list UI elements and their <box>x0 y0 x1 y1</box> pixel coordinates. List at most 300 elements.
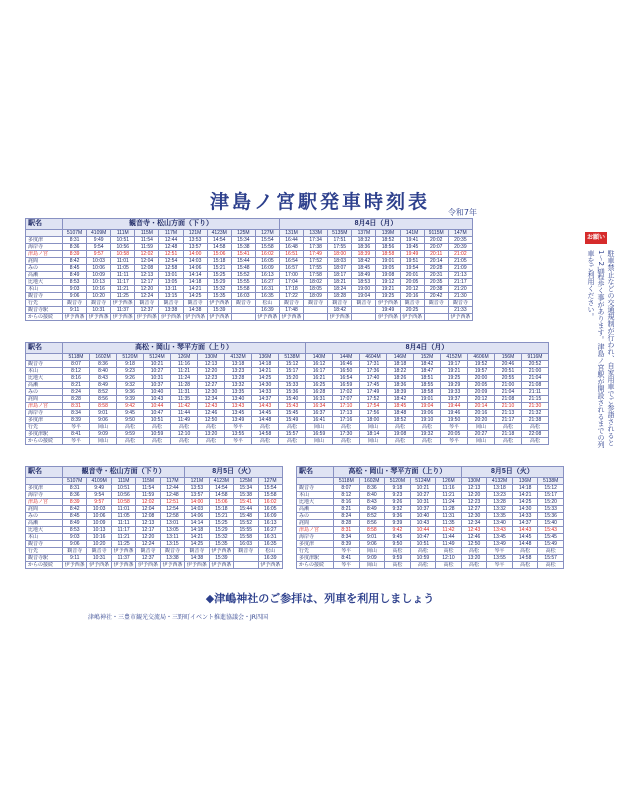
train-number: 127M <box>255 230 279 237</box>
time-cell: 20:35 <box>448 237 472 244</box>
table-row <box>26 314 473 321</box>
time-cell: 20:31 <box>424 272 448 279</box>
time-cell: 18:58 <box>376 251 400 258</box>
time-cell: 12:50 <box>461 541 487 548</box>
time-cell: 9:23 <box>117 368 144 375</box>
time-cell: 13:20 <box>198 431 225 438</box>
time-cell: 伊予西条 <box>159 314 183 321</box>
time-cell: 10:31 <box>87 555 111 562</box>
time-cell: 19:46 <box>441 410 468 417</box>
time-cell: 8:31 <box>63 485 87 492</box>
train-number: 111M <box>111 230 135 237</box>
station-label: 行先 <box>26 424 63 431</box>
train-number: 133M <box>304 230 328 237</box>
time-cell: 琴平 <box>487 562 513 569</box>
time-cell: 14:18 <box>183 279 207 286</box>
train-number: 136M <box>512 478 538 485</box>
time-cell: 14:25 <box>185 541 209 548</box>
time-cell: 16:28 <box>306 389 333 396</box>
time-cell: 15:29 <box>207 279 231 286</box>
time-cell: 8:53 <box>63 279 87 286</box>
time-cell: 18:26 <box>387 375 414 382</box>
time-cell: 12:46 <box>461 534 487 541</box>
time-cell: 高松 <box>144 438 171 445</box>
time-cell: 伊予西条 <box>376 300 400 307</box>
time-cell: 20:05 <box>468 382 495 389</box>
table-row <box>26 555 283 562</box>
time-cell: 8:39 <box>334 541 360 548</box>
time-cell: 18:07 <box>328 265 352 272</box>
time-cell: 17:52 <box>360 396 387 403</box>
time-cell: 12:50 <box>198 417 225 424</box>
time-cell: 8:28 <box>334 520 360 527</box>
time-cell: 11:49 <box>171 417 198 424</box>
station-label: 多度津駅 <box>297 555 334 562</box>
time-cell: 11:25 <box>111 541 135 548</box>
time-cell: 10:06 <box>87 265 111 272</box>
time-cell: 17:16 <box>333 417 360 424</box>
station-label: 多度津 <box>26 237 63 244</box>
time-cell: 8:28 <box>63 396 90 403</box>
time-cell: 21:00 <box>495 382 522 389</box>
time-cell: 21:02 <box>448 251 472 258</box>
time-cell: 伊予西条 <box>111 562 135 569</box>
time-cell: 観音寺 <box>63 300 87 307</box>
time-cell: 高松 <box>198 424 225 431</box>
time-cell: 18:47 <box>414 368 441 375</box>
time-cell: 8:53 <box>63 527 87 534</box>
station-label: 行先 <box>297 548 334 555</box>
time-cell: 15:40 <box>279 396 306 403</box>
table-row <box>26 389 549 396</box>
station-label: 観音寺 <box>26 293 63 300</box>
time-cell: 11:44 <box>436 534 462 541</box>
time-cell: 16:50 <box>333 368 360 375</box>
station-label: からの接続 <box>26 438 63 445</box>
time-cell: 20:05 <box>400 279 424 286</box>
time-cell: 20:42 <box>424 293 448 300</box>
train-number: 9115M <box>424 230 448 237</box>
time-cell: 15:58 <box>258 492 283 499</box>
time-cell: 21:30 <box>522 403 549 410</box>
time-cell: 13:05 <box>159 279 183 286</box>
station-label: 比地大 <box>26 527 63 534</box>
time-cell: 14:06 <box>185 513 209 520</box>
time-cell: 15:54 <box>255 237 279 244</box>
time-cell: 高松 <box>436 562 462 569</box>
time-cell: 10:44 <box>410 527 436 534</box>
time-cell: 10:47 <box>144 410 171 417</box>
time-cell: 21:11 <box>522 389 549 396</box>
time-cell: 13:35 <box>487 513 513 520</box>
time-cell: 20:14 <box>468 403 495 410</box>
time-cell: 18:24 <box>328 286 352 293</box>
time-cell: 14:58 <box>209 492 233 499</box>
time-cell: 8:16 <box>63 375 90 382</box>
time-cell: 高松 <box>333 438 360 445</box>
time-cell: 16:27 <box>255 279 279 286</box>
time-cell: 12:13 <box>136 520 160 527</box>
time-cell: 16:02 <box>255 251 279 258</box>
station-label: 詫間 <box>26 506 63 513</box>
direction-label: 観音寺・松山方面（下り） <box>63 219 280 230</box>
station-label: 津島ノ宮 <box>26 403 63 410</box>
time-cell: 16:37 <box>306 410 333 417</box>
station-label: 観音寺 <box>297 485 334 492</box>
timetable-down-aug5 <box>25 466 283 569</box>
time-cell: 12:37 <box>136 555 160 562</box>
time-cell: 8:39 <box>63 251 87 258</box>
time-cell: 15:52 <box>231 272 255 279</box>
time-cell: 13:40 <box>487 520 513 527</box>
table-row <box>26 417 549 424</box>
time-cell: 10:09 <box>87 272 111 279</box>
time-cell: 観音寺 <box>160 548 184 555</box>
time-cell: 13:01 <box>159 272 183 279</box>
train-number: 131M <box>279 230 303 237</box>
station-label: 本山 <box>26 368 63 375</box>
time-cell: 9:32 <box>385 506 411 513</box>
date-label: 8月4日（月） <box>279 219 472 230</box>
time-cell: 17:36 <box>360 368 387 375</box>
time-cell: 伊予西条 <box>209 562 233 569</box>
time-cell: 13:43 <box>225 403 252 410</box>
time-cell: 伊予西条 <box>111 300 135 307</box>
table-row <box>297 555 564 562</box>
time-cell: 11:31 <box>171 389 198 396</box>
time-cell: 17:54 <box>360 403 387 410</box>
time-cell: 12:04 <box>135 258 159 265</box>
time-cell: 14:21 <box>185 534 209 541</box>
time-cell: 13:23 <box>487 492 513 499</box>
table-row <box>26 272 473 279</box>
time-cell: 10:13 <box>87 279 111 286</box>
time-cell: 13:55 <box>225 431 252 438</box>
time-cell: 22:08 <box>522 431 549 438</box>
train-number: 136M <box>252 354 279 361</box>
time-cell: 13:18 <box>225 361 252 368</box>
table-row <box>297 548 564 555</box>
time-cell: 19:37 <box>441 396 468 403</box>
station-label: 行先 <box>26 300 63 307</box>
date-label: 8月5日（火） <box>185 467 283 478</box>
time-cell: 伊予西条 <box>258 562 283 569</box>
train-number: 5138M <box>538 478 564 485</box>
time-cell: 12:20 <box>198 368 225 375</box>
time-cell: 20:39 <box>448 244 472 251</box>
time-cell: 15:49 <box>538 541 564 548</box>
time-cell: 11:05 <box>111 513 135 520</box>
date-label: 8月4日（月） <box>306 343 549 354</box>
time-cell: 15:52 <box>234 520 258 527</box>
station-label: みの <box>26 265 63 272</box>
table-row <box>297 562 564 569</box>
time-cell: 10:47 <box>410 534 436 541</box>
time-cell: 9:36 <box>385 513 411 520</box>
train-number: 5107M <box>63 230 87 237</box>
time-cell: 8:49 <box>63 272 87 279</box>
table-row <box>26 265 473 272</box>
table-row <box>26 293 473 300</box>
time-cell: 17:51 <box>328 237 352 244</box>
time-cell: 14:38 <box>185 555 209 562</box>
time-cell: 伊予西条 <box>111 548 135 555</box>
time-cell: 高松 <box>538 562 564 569</box>
time-cell: 15:45 <box>279 410 306 417</box>
time-cell: 8:34 <box>63 410 90 417</box>
time-cell: 琴平 <box>63 424 90 431</box>
time-cell: 20:28 <box>424 265 448 272</box>
time-cell: 観音寺 <box>400 300 424 307</box>
time-cell: 12:17 <box>136 527 160 534</box>
table-row <box>297 499 564 506</box>
time-cell: 13:57 <box>185 492 209 499</box>
train-number: 121M <box>185 478 209 485</box>
time-cell: 17:22 <box>279 293 303 300</box>
time-cell: 19:08 <box>387 431 414 438</box>
time-cell: 13:35 <box>225 389 252 396</box>
table-row <box>26 361 549 368</box>
time-cell: 伊予西条 <box>207 300 231 307</box>
time-cell: 15:40 <box>538 520 564 527</box>
station-label: 比地大 <box>26 279 63 286</box>
time-cell: 11:05 <box>111 265 135 272</box>
station-label: 本山 <box>26 286 63 293</box>
station-label: 詫間 <box>26 396 63 403</box>
time-cell: 9:26 <box>117 375 144 382</box>
time-cell: 15:20 <box>538 499 564 506</box>
time-cell: 18:09 <box>304 293 328 300</box>
time-cell: 21:18 <box>495 431 522 438</box>
time-cell: 19:17 <box>441 361 468 368</box>
time-cell: 11:01 <box>111 506 135 513</box>
time-cell: 15:29 <box>209 527 233 534</box>
station-label: 観音寺駅 <box>26 555 63 562</box>
time-cell: 19:12 <box>376 279 400 286</box>
time-cell: 16:59 <box>333 382 360 389</box>
time-cell: 13:45 <box>225 410 252 417</box>
time-cell <box>424 307 448 314</box>
time-cell: 9:23 <box>385 492 411 499</box>
time-cell: 21:10 <box>495 403 522 410</box>
time-cell: 12:20 <box>135 286 159 293</box>
time-cell: 観音寺 <box>136 548 160 555</box>
time-cell: 9:39 <box>385 520 411 527</box>
time-cell: 13:15 <box>159 293 183 300</box>
time-cell: 14:21 <box>183 286 207 293</box>
time-cell: 15:35 <box>209 541 233 548</box>
time-cell: 9:03 <box>63 534 87 541</box>
time-cell: 伊予西条 <box>207 314 231 321</box>
time-cell: 8:36 <box>63 492 87 499</box>
time-cell: 10:37 <box>410 506 436 513</box>
time-cell: 13:28 <box>487 499 513 506</box>
table-row <box>26 499 283 506</box>
time-cell <box>234 555 258 562</box>
time-cell: 13:38 <box>160 555 184 562</box>
time-cell: 19:29 <box>441 382 468 389</box>
time-cell: 20:25 <box>400 307 424 314</box>
time-cell: 20:12 <box>400 286 424 293</box>
corner-label: 駅名 <box>26 467 63 478</box>
time-cell: 琴平 <box>441 438 468 445</box>
time-cell: 10:21 <box>410 485 436 492</box>
time-cell: 10:20 <box>87 541 111 548</box>
train-number: 4109M <box>87 478 111 485</box>
time-cell: 高松 <box>171 438 198 445</box>
time-cell: 11:21 <box>436 492 462 499</box>
time-cell: 観音寺 <box>185 548 209 555</box>
notice-tag: お願い <box>585 232 607 244</box>
time-cell: 12:10 <box>171 431 198 438</box>
time-cell: 13:49 <box>487 541 513 548</box>
time-cell: 11:42 <box>436 527 462 534</box>
time-cell: 11:16 <box>171 361 198 368</box>
station-label: 本山 <box>297 492 334 499</box>
time-cell: 9:26 <box>385 499 411 506</box>
time-cell: 15:48 <box>231 265 255 272</box>
time-cell: 15:43 <box>538 527 564 534</box>
time-cell: 15:41 <box>231 251 255 258</box>
table-row <box>297 541 564 548</box>
time-cell: 12:51 <box>159 251 183 258</box>
time-cell: 高松 <box>522 438 549 445</box>
time-cell: 17:48 <box>279 307 303 314</box>
time-cell: 21:13 <box>495 410 522 417</box>
time-cell: 伊予西条 <box>279 314 303 321</box>
time-cell: 19:25 <box>376 293 400 300</box>
time-cell: 15:34 <box>231 237 255 244</box>
time-cell: 8:36 <box>90 361 117 368</box>
time-cell: 18:42 <box>387 396 414 403</box>
timetable-down-aug4 <box>25 218 473 321</box>
time-cell: 11:21 <box>171 368 198 375</box>
train-number: 4123M <box>209 478 233 485</box>
time-cell: 伊予西条 <box>135 314 159 321</box>
time-cell: 9:06 <box>63 541 87 548</box>
time-cell: 15:55 <box>231 279 255 286</box>
time-cell: 14:33 <box>252 389 279 396</box>
station-label: 観音寺駅 <box>26 307 63 314</box>
time-cell: 琴平 <box>334 562 360 569</box>
time-cell: 9:06 <box>359 541 385 548</box>
time-cell: 8:45 <box>63 513 87 520</box>
time-cell: 17:34 <box>304 237 328 244</box>
time-cell: 15:33 <box>279 382 306 389</box>
time-cell: 10:03 <box>87 506 111 513</box>
time-cell: 21:38 <box>522 417 549 424</box>
time-cell: 21:15 <box>522 396 549 403</box>
time-cell: 14:25 <box>252 375 279 382</box>
time-cell: 伊予西条 <box>63 314 87 321</box>
time-cell: 8:12 <box>334 492 360 499</box>
time-cell: 16:57 <box>279 265 303 272</box>
table-row <box>26 527 283 534</box>
station-label: からの接続 <box>297 562 334 569</box>
time-cell: 11:21 <box>111 534 135 541</box>
time-cell: 16:05 <box>258 506 283 513</box>
time-cell: 16:02 <box>258 499 283 506</box>
time-cell: 18:02 <box>304 279 328 286</box>
time-cell: 15:17 <box>279 368 306 375</box>
time-cell: 16:31 <box>255 286 279 293</box>
time-cell: 岡山 <box>90 438 117 445</box>
train-number: 147M <box>448 230 472 237</box>
train-number-header <box>26 230 63 237</box>
time-cell: 8:58 <box>359 527 385 534</box>
train-number: 137M <box>352 230 376 237</box>
table-row <box>26 396 549 403</box>
time-cell: 8:42 <box>63 258 87 265</box>
time-cell: 10:13 <box>87 527 111 534</box>
time-cell: 16:03 <box>231 293 255 300</box>
time-cell: 9:50 <box>117 417 144 424</box>
time-cell: 17:00 <box>279 272 303 279</box>
time-cell: 8:42 <box>63 506 87 513</box>
table-row <box>26 485 283 492</box>
train-number: 156M <box>495 354 522 361</box>
time-cell: 15:32 <box>209 534 233 541</box>
time-cell: 高松 <box>461 562 487 569</box>
station-label: みの <box>26 513 63 520</box>
time-cell: 17:30 <box>333 431 360 438</box>
time-cell <box>234 562 258 569</box>
time-cell: 16:35 <box>255 293 279 300</box>
time-cell: 15:32 <box>207 286 231 293</box>
train-number: 5138M <box>279 354 306 361</box>
time-cell: 10:56 <box>111 492 135 499</box>
time-cell: 12:34 <box>461 520 487 527</box>
time-cell: 18:42 <box>414 361 441 368</box>
notice-text: 駐車禁止などの交通規制が行われ、自家用車でご参詣されると1〜2㎞程歩く事があります。津島ノ宮駅が開設されるまでの列車をご利用ください。 <box>587 250 615 448</box>
time-cell: 12:48 <box>159 244 183 251</box>
time-cell: 17:52 <box>304 258 328 265</box>
time-cell: 岡山 <box>468 424 495 431</box>
time-cell: 14:30 <box>252 382 279 389</box>
station-label: 海岸寺 <box>26 492 63 499</box>
time-cell: 20:38 <box>424 286 448 293</box>
time-cell: 8:49 <box>63 520 87 527</box>
time-cell: 20:01 <box>400 272 424 279</box>
time-cell: 18:00 <box>360 417 387 424</box>
train-number-header <box>26 478 63 485</box>
station-label: 行先 <box>26 548 63 555</box>
train-number: 5135M <box>328 230 352 237</box>
time-cell: 9:09 <box>359 555 385 562</box>
time-cell: 12:44 <box>159 237 183 244</box>
time-cell: 16:13 <box>258 520 283 527</box>
time-cell: 17:07 <box>333 396 360 403</box>
train-number: 4604M <box>360 354 387 361</box>
time-cell: 15:18 <box>209 506 233 513</box>
time-cell: 18:56 <box>376 244 400 251</box>
table-row <box>26 279 473 286</box>
time-cell: 11:54 <box>136 485 160 492</box>
train-number: 4132M <box>225 354 252 361</box>
time-cell: 21:09 <box>448 265 472 272</box>
time-cell: 11:25 <box>111 293 135 300</box>
time-cell: 12:54 <box>160 506 184 513</box>
time-cell: 8:21 <box>334 506 360 513</box>
time-cell: 19:01 <box>414 396 441 403</box>
time-cell: 岡山 <box>468 438 495 445</box>
time-cell: 高松 <box>538 548 564 555</box>
time-cell: 琴平 <box>334 548 360 555</box>
time-cell: 9:11 <box>63 307 87 314</box>
time-cell: 12:08 <box>135 265 159 272</box>
time-cell <box>424 314 448 321</box>
time-cell: 14:14 <box>185 520 209 527</box>
